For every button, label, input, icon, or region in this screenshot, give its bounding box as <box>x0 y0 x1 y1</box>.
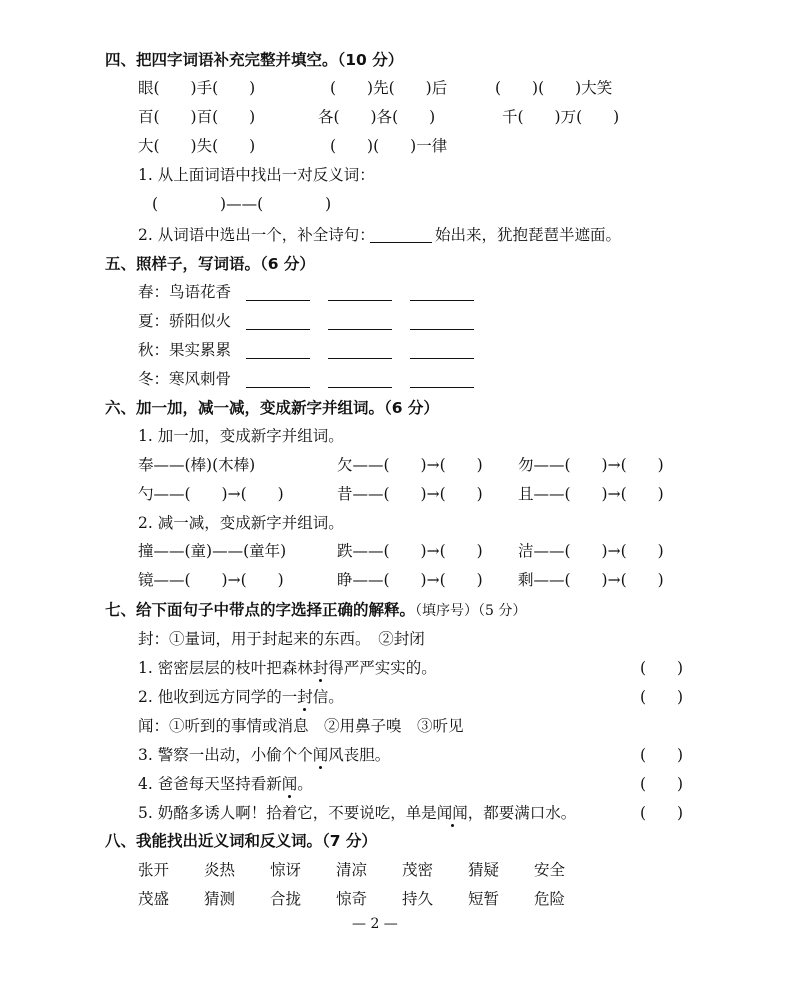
idiom-blank: 千( )万( ) <box>502 108 620 126</box>
answer-line[interactable] <box>246 329 310 330</box>
section-8-title: 八、我能找出近义词和反义词。（7 分） <box>105 832 377 850</box>
section-5-title: 五、照样子，写词语。（6 分） <box>105 255 315 273</box>
section-7-title-note: （填序号）（5 分） <box>415 603 527 619</box>
page-number: — 2 — <box>352 916 398 932</box>
example-row: 春：鸟语花香 <box>138 283 232 301</box>
subquestion: 1. 加一加，变成新字并组词。 <box>138 427 344 445</box>
sentence-5 <box>138 803 576 823</box>
dotted-char: 闻 <box>312 746 329 764</box>
word-item[interactable]: 茂盛 <box>138 890 170 908</box>
answer-line[interactable] <box>410 329 474 330</box>
sentence-text: 。 <box>297 775 313 793</box>
char-item: 勿——( )→( ) <box>518 456 664 474</box>
word-item[interactable]: 安全 <box>534 861 566 879</box>
question-text: 2. 从词语中选出一个，补全诗句： <box>138 226 375 244</box>
answer-line[interactable] <box>328 329 392 330</box>
idiom-blank: ( )先( )后 <box>330 79 448 97</box>
word-item[interactable]: 张开 <box>138 861 170 879</box>
answer-line[interactable] <box>246 387 310 388</box>
subquestion: 2. 减一减，变成新字并组词。 <box>138 514 344 532</box>
sentence-3 <box>138 745 390 765</box>
answer-line[interactable] <box>328 358 392 359</box>
question-text: 1. 从上面词语中找出一对反义词： <box>138 166 375 184</box>
word-item[interactable]: 猜测 <box>204 890 236 908</box>
char-item: 欠——( )→( ) <box>337 456 483 474</box>
idiom-blank: ( )( )一律 <box>330 137 448 155</box>
char-item: 撞——(童)——(童年) <box>138 542 287 560</box>
answer-line[interactable] <box>370 242 432 243</box>
char-item: 睁——( )→( ) <box>337 571 483 589</box>
dotted-char: 封 <box>297 688 313 706</box>
answer-paren[interactable]: ( ) <box>640 746 684 764</box>
answer-paren[interactable]: ( ) <box>640 688 684 706</box>
sentence-text: 信。 <box>312 688 344 706</box>
idiom-blank: 百( )百( ) <box>138 108 256 126</box>
answer-paren[interactable]: ( ) <box>640 659 684 677</box>
dotted-char: 闻 <box>281 775 298 793</box>
idiom-blank: 眼( )手( ) <box>138 79 256 97</box>
answer-line[interactable] <box>246 300 310 301</box>
section-6-title: 六、加一加，减一减，变成新字并组词。（6 分） <box>105 399 439 417</box>
word-item[interactable]: 惊奇 <box>336 890 368 908</box>
answer-line[interactable] <box>328 387 392 388</box>
char-item: 跌——( )→( ) <box>337 542 483 560</box>
sentence-text: 风丧胆。 <box>328 746 391 764</box>
word-item[interactable]: 合拢 <box>270 890 302 908</box>
char-item: 昔——( )→( ) <box>337 485 483 503</box>
antonym-blank: ( )——( ) <box>152 195 332 213</box>
sentence-4 <box>138 774 313 794</box>
sentence-2 <box>138 687 344 707</box>
sentence-1 <box>138 658 437 678</box>
answer-paren[interactable]: ( ) <box>640 804 684 822</box>
definition-wen: 闻：①听到的事情或消息 ②用鼻子嗅 ③听见 <box>138 717 464 735</box>
sentence-text: 得严严实实的。 <box>328 659 437 677</box>
word-item[interactable]: 炎热 <box>204 861 236 879</box>
char-item: 且——( )→( ) <box>518 485 664 503</box>
answer-line[interactable] <box>246 358 310 359</box>
sentence-text: 2. 他收到远方同学的一 <box>138 688 298 706</box>
idiom-blank: 各( )各( ) <box>318 108 436 126</box>
word-item[interactable]: 清凉 <box>336 861 368 879</box>
answer-paren[interactable]: ( ) <box>640 775 684 793</box>
sentence-text: ，都要满口水。 <box>467 804 577 822</box>
section-7-title <box>105 600 526 621</box>
answer-line[interactable] <box>328 300 392 301</box>
char-item: 洁——( )→( ) <box>518 542 664 560</box>
char-item: 勺——( )→( ) <box>138 485 284 503</box>
example-row: 秋：果实累累 <box>138 341 232 359</box>
sentence-text: 5. 奶酪多诱人啊！拾着它，不要说吃，单是 <box>138 804 437 822</box>
char-item: 镜——( )→( ) <box>138 571 284 589</box>
definition-feng: 封：①量词，用于封起来的东西。 ②封闭 <box>138 630 425 648</box>
word-item[interactable]: 茂密 <box>402 861 434 879</box>
idiom-blank: 大( )失( ) <box>138 137 256 155</box>
question-text: 始出来，犹抱琵琶半遮面。 <box>435 226 622 244</box>
answer-line[interactable] <box>410 358 474 359</box>
word-item[interactable]: 短暂 <box>468 890 500 908</box>
word-item[interactable]: 危险 <box>534 890 566 908</box>
example-row: 夏：骄阳似火 <box>138 312 232 330</box>
section-7-title-main: 七、给下面句子中带点的字选择正确的解释。 <box>105 601 416 619</box>
answer-line[interactable] <box>410 300 474 301</box>
section-4-title: 四、把四字词语补充完整并填空。（10 分） <box>105 51 404 69</box>
word-item[interactable]: 猜疑 <box>468 861 500 879</box>
dotted-char: 封 <box>312 659 329 677</box>
sentence-text: 1. 密密层层的枝叶把森林 <box>138 659 313 677</box>
sentence-text: 3. 警察一出动，小偷个个 <box>138 746 313 764</box>
word-item[interactable]: 持久 <box>402 890 434 908</box>
answer-line[interactable] <box>410 387 474 388</box>
example-row: 冬：寒风刺骨 <box>138 370 232 388</box>
sentence-text: 4. 爸爸每天坚持看新 <box>138 775 282 793</box>
dotted-char: 闻闻 <box>436 804 468 822</box>
idiom-blank: ( )( )大笑 <box>495 79 613 97</box>
char-item: 剩——( )→( ) <box>518 571 664 589</box>
char-item: 奉——(棒)(木棒) <box>138 456 256 474</box>
word-item[interactable]: 惊讶 <box>270 861 302 879</box>
